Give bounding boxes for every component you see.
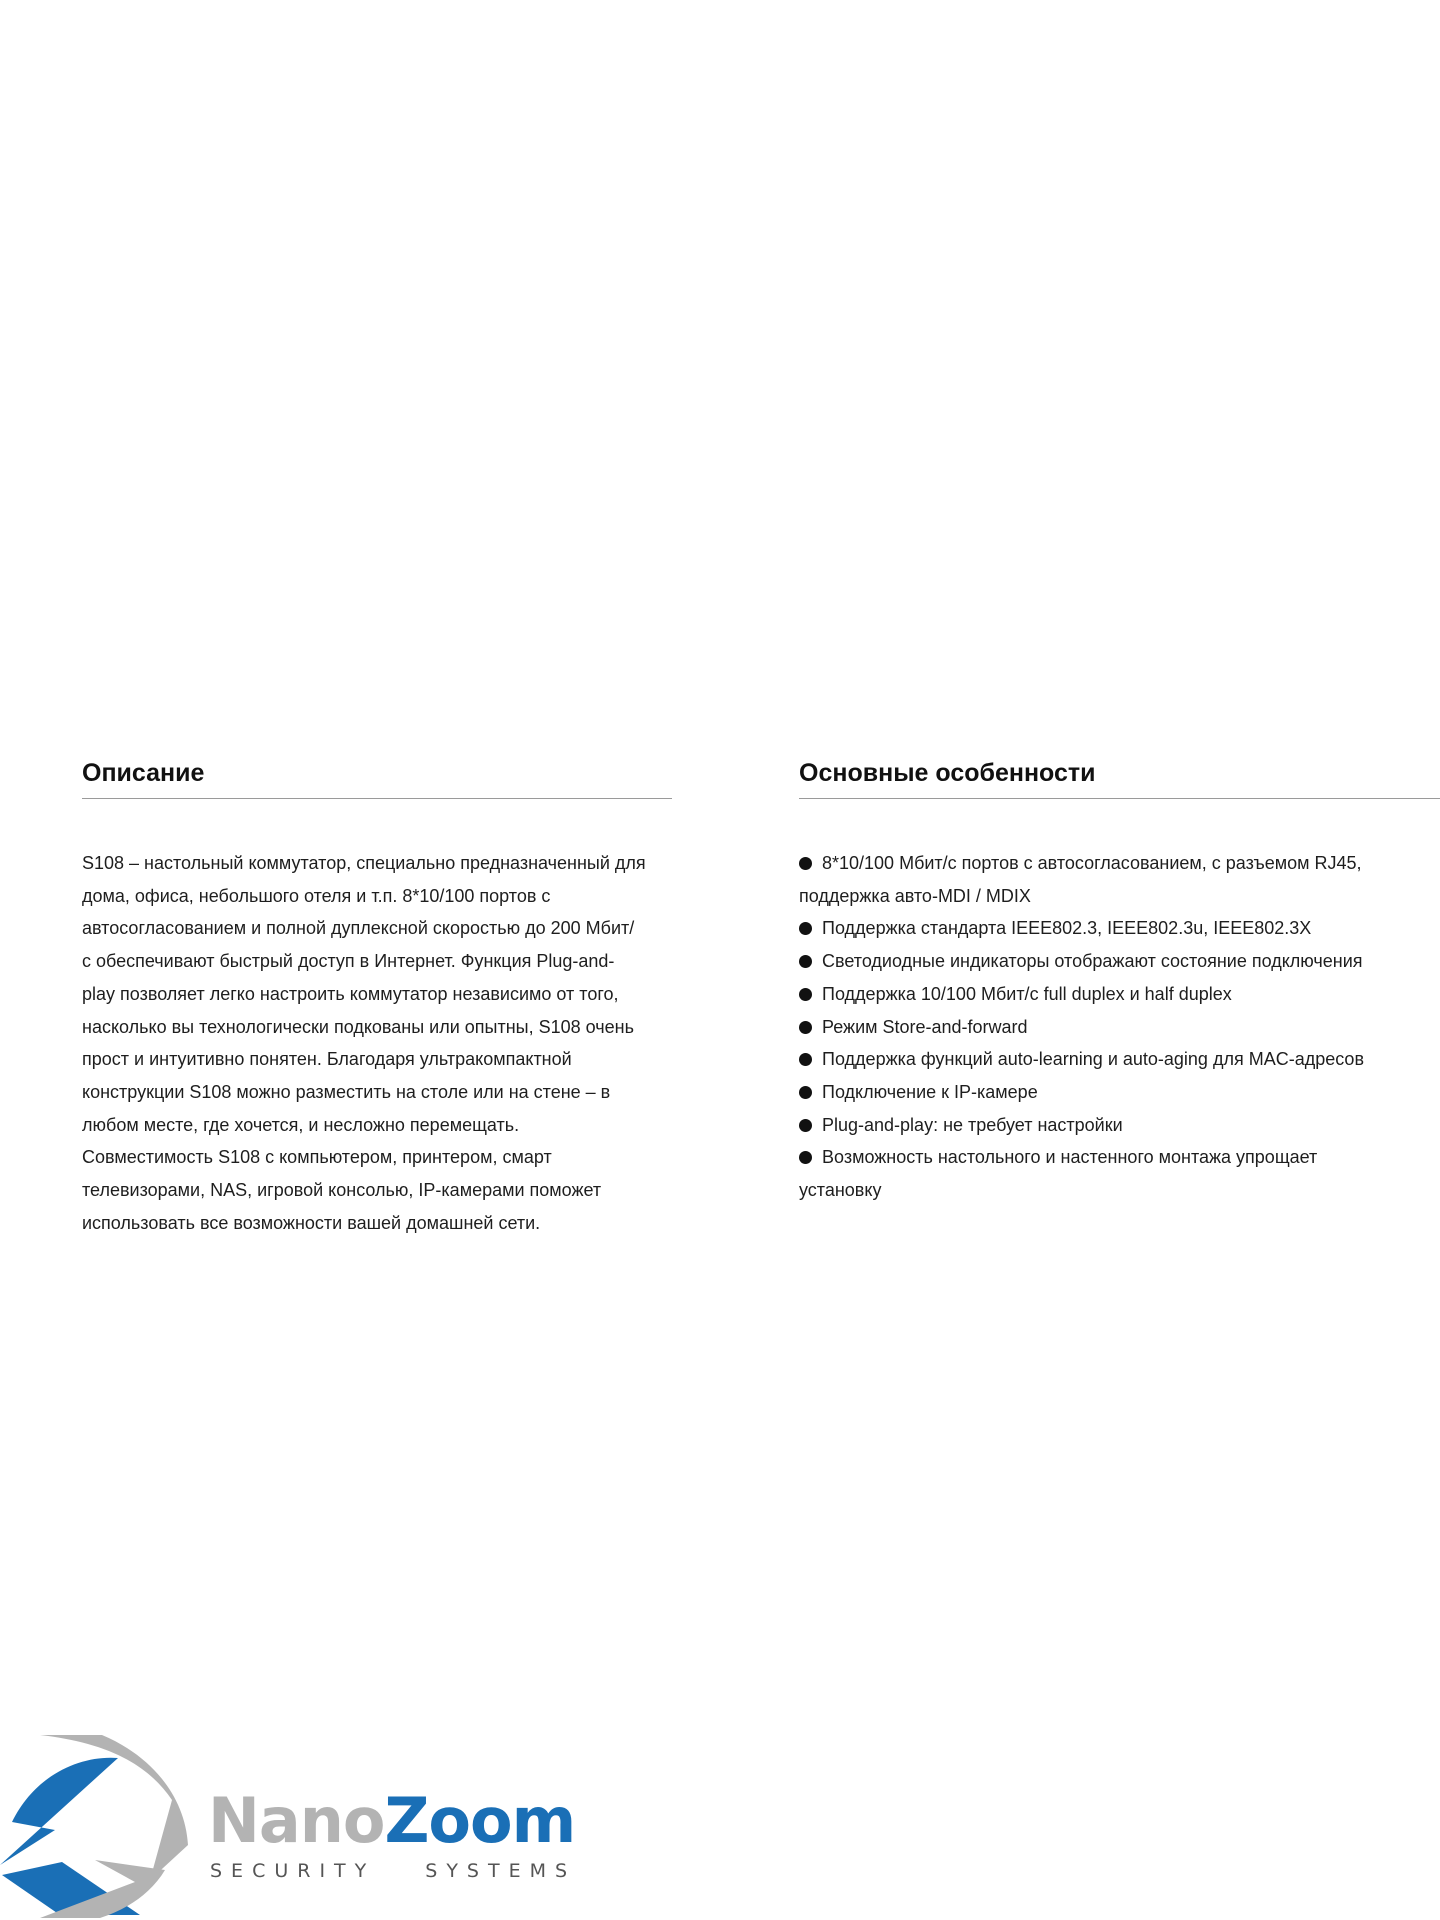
feature-text: Подключение к IP-камере bbox=[822, 1081, 1038, 1102]
features-list bbox=[799, 847, 1440, 1207]
description-line: конструкции S108 можно разместить на столе или на стене – в bbox=[82, 1081, 611, 1102]
feature-text-continued: поддержка авто-MDI / MDIX bbox=[799, 885, 1031, 906]
logo-mark-icon bbox=[0, 1730, 200, 1920]
feature-item bbox=[799, 1141, 1440, 1206]
description-line: насколько вы технологически подкованы или опытны, S108 очень bbox=[82, 1016, 634, 1037]
feature-text: Поддержка стандарта IEEE802.3, IEEE802.3u, IEEE802.3X bbox=[822, 918, 1312, 939]
bullet-icon bbox=[799, 857, 812, 870]
description-line: Совместимость S108 с компьютером, принтером, смарт bbox=[82, 1147, 552, 1168]
logo-word-nano: Nano bbox=[208, 1784, 385, 1857]
description-section bbox=[82, 758, 672, 1239]
description-line: телевизорами, NAS, игровой консолью, IP-камерами поможет bbox=[82, 1180, 602, 1201]
description-line: прост и интуитивно понятен. Благодаря ультракомпактной bbox=[82, 1049, 572, 1070]
nanozoom-logo bbox=[0, 1730, 600, 1920]
feature-item bbox=[799, 1043, 1440, 1076]
description-line: любом месте, где хочется, и несложно перемещать. bbox=[82, 1114, 520, 1135]
feature-item bbox=[799, 847, 1440, 912]
feature-text: Поддержка 10/100 Мбит/с full duplex и half duplex bbox=[822, 983, 1232, 1004]
features-title: Основные особенности bbox=[799, 758, 1440, 799]
description-line: S108 – настольный коммутатор, специально предназначенный для bbox=[82, 853, 646, 873]
bullet-icon bbox=[799, 1086, 812, 1099]
features-section bbox=[799, 758, 1440, 1207]
bullet-icon bbox=[799, 1021, 812, 1034]
feature-text: Возможность настольного и настенного монтажа упрощает bbox=[822, 1147, 1318, 1168]
feature-item bbox=[799, 1011, 1440, 1044]
logo-tagline-security: SECURITY bbox=[210, 1860, 376, 1882]
feature-text: Режим Store-and-forward bbox=[822, 1016, 1028, 1037]
description-line: автосогласованием и полной дуплексной скоростью до 200 Мбит/ bbox=[82, 918, 635, 939]
description-line: play позволяет легко настроить коммутатор независимо от того, bbox=[82, 983, 619, 1004]
feature-text: Plug-and-play: не требует настройки bbox=[822, 1114, 1123, 1135]
bullet-icon bbox=[799, 988, 812, 1001]
feature-item bbox=[799, 1076, 1440, 1109]
feature-text-continued: установку bbox=[799, 1180, 882, 1201]
logo-tagline bbox=[210, 1860, 576, 1882]
logo-tagline-systems: SYSTEMS bbox=[425, 1860, 577, 1882]
bullet-icon bbox=[799, 1151, 812, 1164]
feature-item bbox=[799, 978, 1440, 1011]
description-title: Описание bbox=[82, 758, 672, 799]
bullet-icon bbox=[799, 1119, 812, 1132]
bullet-icon bbox=[799, 955, 812, 968]
feature-item bbox=[799, 912, 1440, 945]
description-text bbox=[82, 847, 672, 1239]
description-line: использовать все возможности вашей домашней сети. bbox=[82, 1212, 541, 1233]
description-line: с обеспечивают быстрый доступ в Интернет. Функция Plug-and- bbox=[82, 951, 615, 972]
logo-word-zoom: Zoom bbox=[384, 1784, 576, 1857]
feature-text: Поддержка функций auto-learning и auto-aging для MAC-адресов bbox=[822, 1049, 1365, 1070]
feature-text: 8*10/100 Мбит/с портов с автосогласованием, с разъемом RJ45, bbox=[822, 853, 1362, 873]
logo-wordmark bbox=[208, 1786, 575, 1856]
feature-item bbox=[799, 1109, 1440, 1142]
bullet-icon bbox=[799, 1053, 812, 1066]
description-line: дома, офиса, небольшого отеля и т.п. 8*10/100 портов с bbox=[82, 885, 551, 906]
bullet-icon bbox=[799, 922, 812, 935]
feature-item bbox=[799, 945, 1440, 978]
feature-text: Светодиодные индикаторы отображают состояние подключения bbox=[822, 951, 1363, 972]
